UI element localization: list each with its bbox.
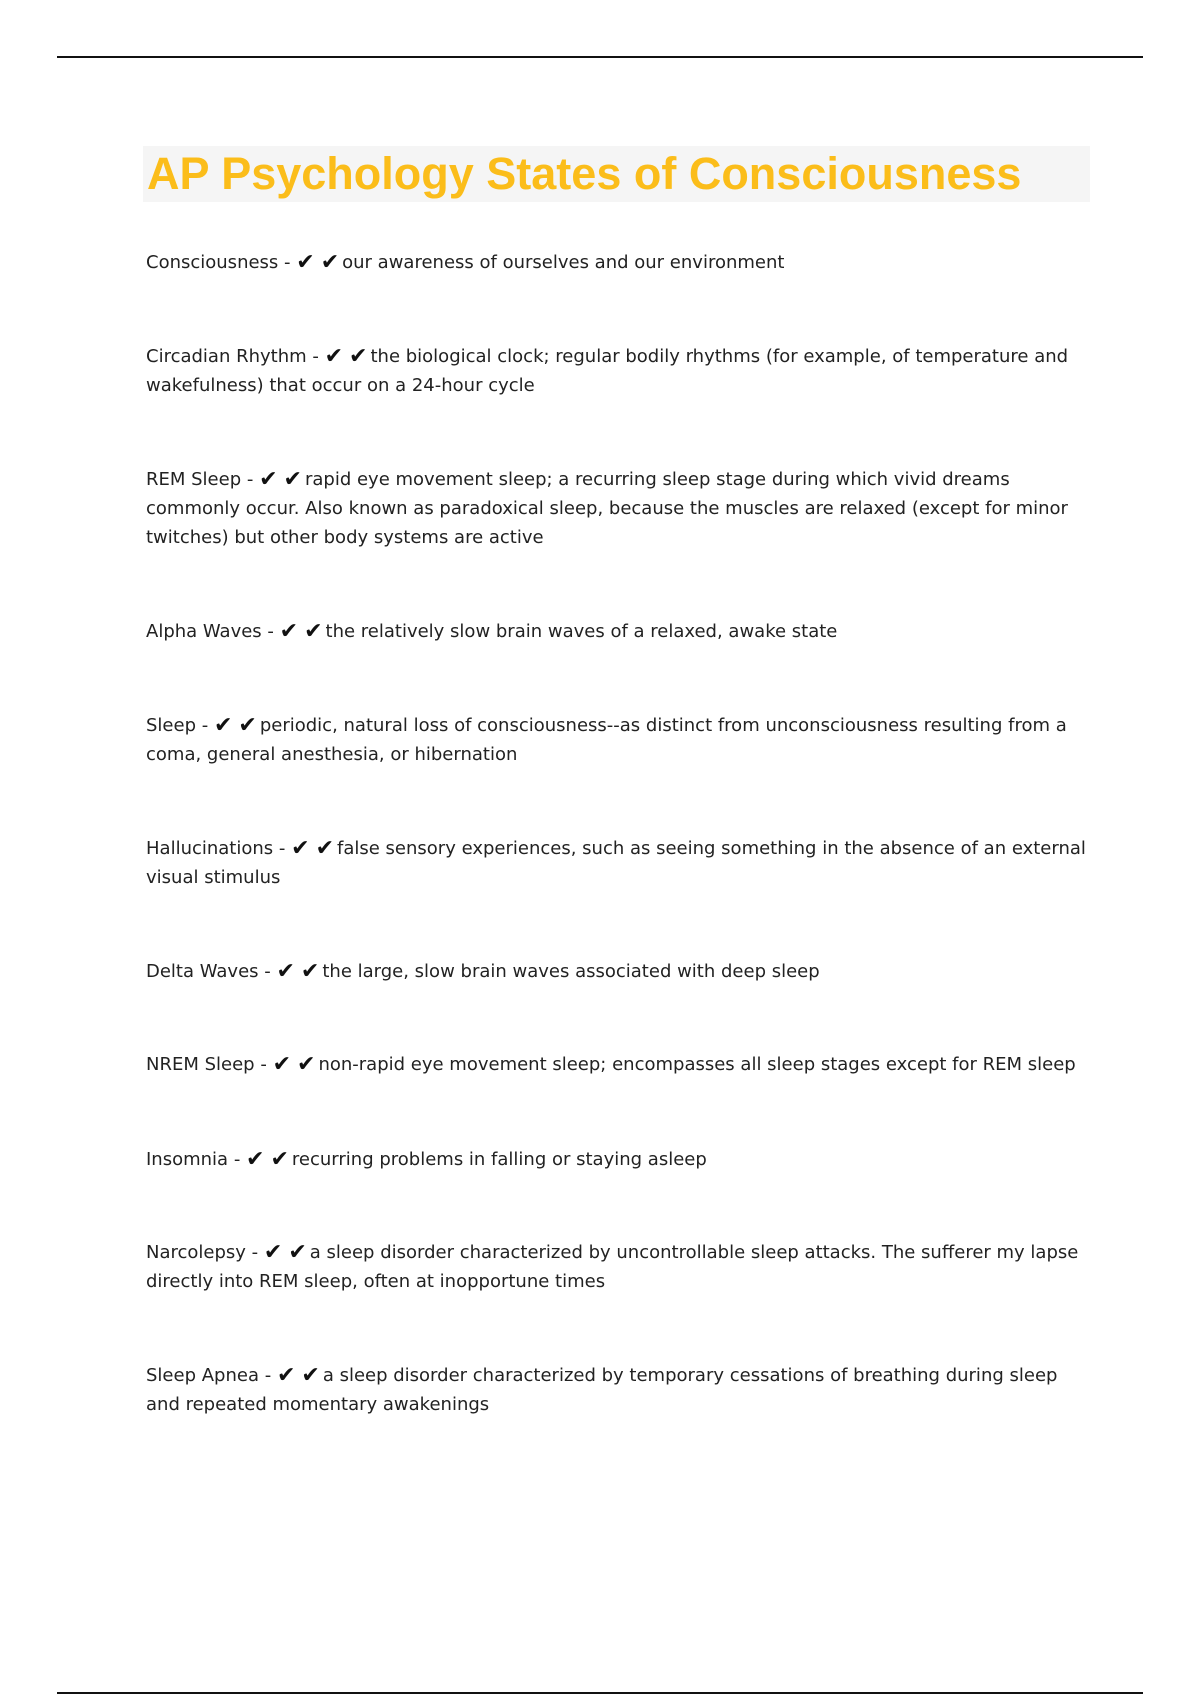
entry-narcolepsy <box>146 1238 1091 1296</box>
entry-definition: our awareness of ourselves and our environment <box>342 252 785 273</box>
title-highlight <box>143 146 1090 202</box>
entry-separator: - <box>245 1242 264 1263</box>
entry-sleep-apnea <box>146 1361 1091 1419</box>
entry-term: Alpha Waves <box>146 621 262 642</box>
check-icon: ✔ <box>288 1240 307 1265</box>
entry-separator: - <box>258 1365 277 1386</box>
entry-definition: periodic, natural loss of consciousness--as distinct from unconsciousness resulting from a coma, general anesthesia, or hibernation <box>146 715 1067 765</box>
entry-separator: - <box>241 469 260 490</box>
entry-term: Hallucinations <box>146 838 274 859</box>
check-icon: ✔ <box>276 959 295 984</box>
entry-alpha-waves <box>146 617 1091 646</box>
entry-separator: - <box>258 961 277 982</box>
check-icon: ✔ <box>304 619 323 644</box>
top-rule <box>57 56 1143 58</box>
entry-term: Insomnia <box>146 1149 229 1170</box>
entry-separator: - <box>261 621 280 642</box>
check-icon: ✔ <box>276 1363 296 1388</box>
entry-hallucinations <box>146 834 1091 892</box>
check-icon: ✔ <box>279 619 299 644</box>
check-icon: ✔ <box>324 344 344 369</box>
entry-separator: - <box>306 346 325 367</box>
check-icon: ✔ <box>246 1147 265 1172</box>
entry-definition: non-rapid eye movement sleep; encompasses all sleep stages except for REM sleep <box>318 1054 1076 1075</box>
entry-definition: the relatively slow brain waves of a relaxed, awake state <box>325 621 838 642</box>
check-icon: ✔ <box>238 713 257 738</box>
entry-definition: false sensory experiences, such as seeing something in the absence of an external visual stimulus <box>146 838 1086 888</box>
entry-insomnia <box>146 1145 1091 1174</box>
check-icon: ✔ <box>291 836 310 861</box>
check-icon: ✔ <box>272 1052 291 1077</box>
entry-term: Sleep <box>146 715 197 736</box>
entry-term: REM Sleep <box>146 469 242 490</box>
page-title: AP Psychology States of Consciousness <box>147 148 1022 199</box>
check-icon: ✔ <box>320 250 340 275</box>
check-icon: ✔ <box>259 467 278 492</box>
entry-term: Consciousness <box>146 252 279 273</box>
check-icon: ✔ <box>283 467 302 492</box>
bottom-rule <box>57 1692 1143 1694</box>
entry-definition: recurring problems in falling or staying asleep <box>291 1149 707 1170</box>
entry-term: Sleep Apnea <box>146 1365 259 1386</box>
check-icon: ✔ <box>263 1240 283 1265</box>
entry-term: Delta Waves <box>146 961 259 982</box>
entry-definition: a sleep disorder characterized by uncontrollable sleep attacks. The sufferer my lapse directly into REM sleep, often at inopportune times <box>146 1242 1079 1292</box>
entry-term: Circadian Rhythm <box>146 346 307 367</box>
entry-rem-sleep <box>146 465 1091 552</box>
entry-definition: the biological clock; regular bodily rhythms (for example, of temperature and wakefulness) that occur on a 24-hour cycle <box>146 346 1069 396</box>
entry-sleep <box>146 711 1091 769</box>
check-icon: ✔ <box>301 1363 320 1388</box>
entry-definition: a sleep disorder characterized by temporary cessations of breathing during sleep and repeated momentary awakenings <box>146 1365 1058 1415</box>
entry-separator: - <box>196 715 214 736</box>
entry-definition: rapid eye movement sleep; a recurring sleep stage during which vivid dreams commonly occur. Also known as paradoxical sleep, because the muscles are relaxed (except for minor twitches) but other body systems are active <box>146 469 1068 548</box>
check-icon: ✔ <box>300 959 320 984</box>
check-icon: ✔ <box>349 344 368 369</box>
check-icon: ✔ <box>270 1147 289 1172</box>
entry-delta-waves <box>146 957 1091 986</box>
entry-separator: - <box>278 252 297 273</box>
entry-circadian-rhythm <box>146 342 1091 400</box>
entry-definition: the large, slow brain waves associated with deep sleep <box>322 961 820 982</box>
entry-separator: - <box>228 1149 247 1170</box>
entry-term: NREM Sleep <box>146 1054 255 1075</box>
entry-separator: - <box>273 838 292 859</box>
entry-term: Narcolepsy <box>146 1242 246 1263</box>
entry-nrem-sleep <box>146 1050 1091 1079</box>
entry-consciousness <box>146 248 1091 277</box>
check-icon: ✔ <box>213 713 233 738</box>
check-icon: ✔ <box>315 836 334 861</box>
entry-separator: - <box>254 1054 273 1075</box>
check-icon: ✔ <box>296 250 315 275</box>
check-icon: ✔ <box>297 1052 316 1077</box>
